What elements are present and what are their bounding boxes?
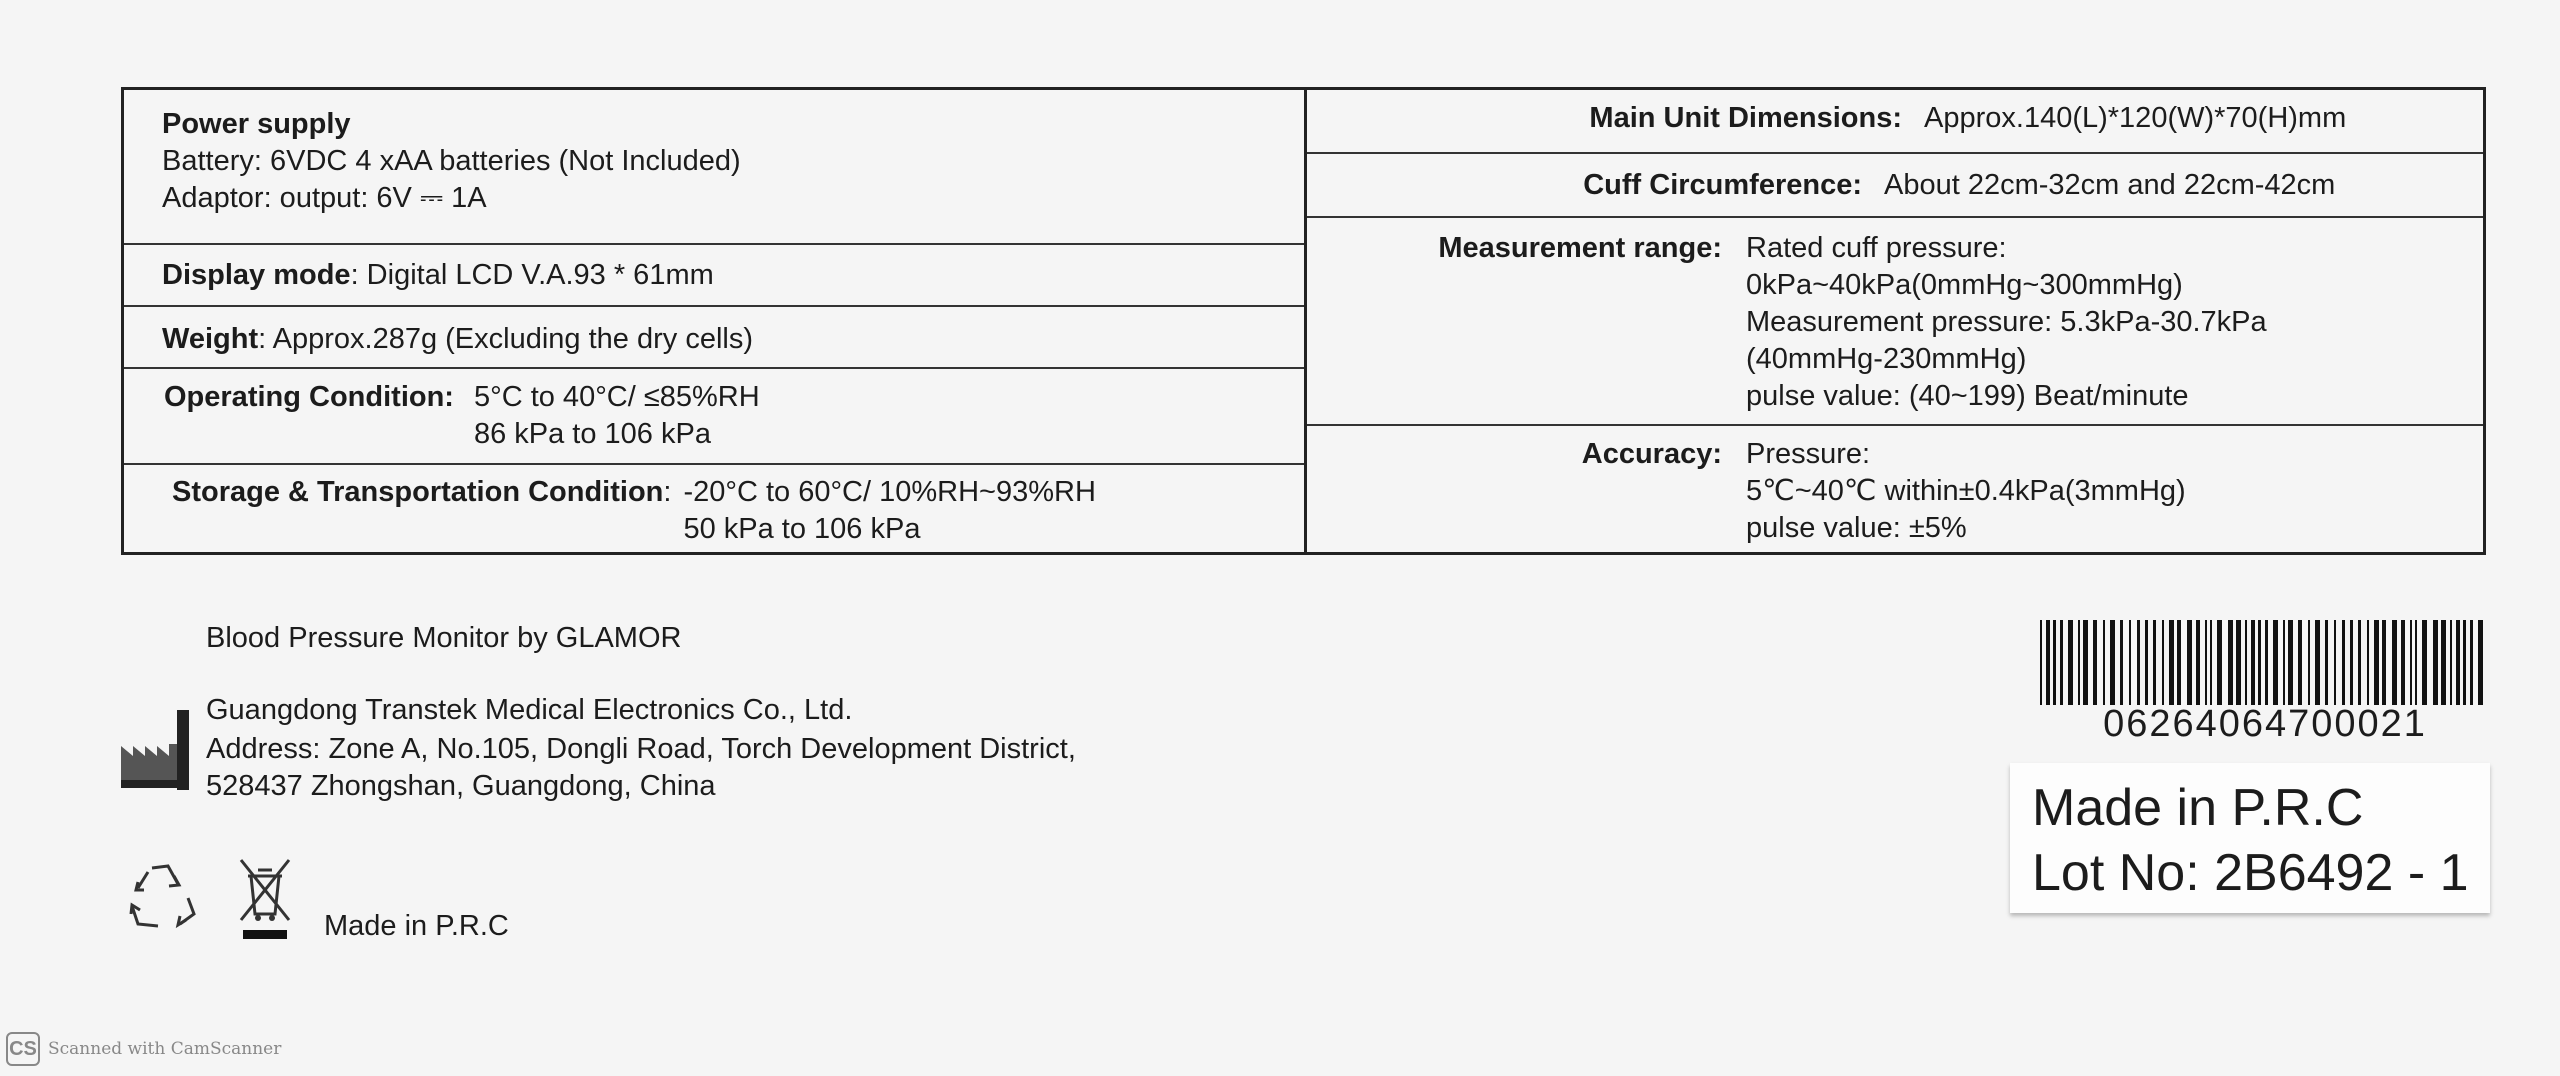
display-mode-label: Display mode <box>162 259 351 291</box>
storage-condition-cell <box>124 465 1304 552</box>
display-mode-value: : Digital LCD V.A.93 * 61mm <box>350 259 714 291</box>
measurement-range-label: Measurement range: <box>1438 232 1722 264</box>
measurement-line: Measurement pressure: 5.3kPa-30.7kPa <box>1746 306 2267 338</box>
battery-spec: Battery: 6VDC 4 xAA batteries (Not Included) <box>162 145 741 177</box>
weight-cell <box>124 307 1304 369</box>
accuracy-line: 5℃~40℃ within±0.4kPa(3mmHg) <box>1746 475 2186 507</box>
storage-condition-line2: 50 kPa to 106 kPa <box>683 513 921 545</box>
recycle-icon <box>122 858 202 934</box>
manufacturer-address-line2: 528437 Zhongshan, Guangdong, China <box>206 770 716 802</box>
dimensions-value: Approx.140(L)*120(W)*70(H)mm <box>1924 102 2347 134</box>
accuracy-cell <box>1307 426 2483 552</box>
factory-icon <box>119 710 194 790</box>
operating-condition-line1: 5°C to 40°C/ ≤85%RH <box>473 381 760 413</box>
cuff-cell <box>1307 154 2483 218</box>
operating-condition-line2: 86 kPa to 106 kPa <box>473 418 711 450</box>
accuracy-line: pulse value: ±5% <box>1746 512 1967 544</box>
barcode-number: 06264064700021 <box>2103 703 2427 745</box>
manufacturer-name: Guangdong Transtek Medical Electronics Co., Ltd. <box>206 694 853 726</box>
manufacturer-address-line1: Address: Zone A, No.105, Dongli Road, Torch Development District, <box>206 733 1076 765</box>
camscanner-text: Scanned with CamScanner <box>48 1039 282 1059</box>
measurement-line: (40mmHg-230mmHg) <box>1746 343 2027 375</box>
lot-sticker <box>2010 763 2490 913</box>
measurement-line: Rated cuff pressure: <box>1746 232 2007 264</box>
display-mode-cell <box>124 245 1304 307</box>
sticker-made-in: Made in P.R.C <box>2032 779 2364 837</box>
weight-value: : Approx.287g (Excluding the dry cells) <box>258 323 753 355</box>
weight-label: Weight <box>162 323 259 355</box>
storage-condition-line1: -20°C to 60°C/ 10%RH~93%RH <box>683 476 1096 508</box>
storage-condition-label: Storage & Transportation Condition <box>172 476 664 508</box>
measurement-line: pulse value: (40~199) Beat/minute <box>1746 380 2189 412</box>
spec-table <box>121 87 2486 555</box>
made-in-small: Made in P.R.C <box>324 910 509 942</box>
sticker-lot-number: Lot No: 2B6492 - 1 <box>2032 844 2469 902</box>
power-supply-cell <box>124 90 1304 245</box>
accuracy-line: Pressure: <box>1746 438 1871 470</box>
cuff-label: Cuff Circumference: <box>1583 169 1862 201</box>
power-supply-title: Power supply <box>162 108 351 140</box>
operating-condition-cell <box>124 369 1304 465</box>
weee-bin-icon <box>236 856 294 942</box>
measurement-line: 0kPa~40kPa(0mmHg~300mmHg) <box>1746 269 2183 301</box>
camscanner-badge: CS <box>6 1032 40 1066</box>
camscanner-watermark <box>6 1032 281 1066</box>
dimensions-label: Main Unit Dimensions: <box>1589 102 1902 134</box>
storage-condition-separator: : <box>663 476 672 508</box>
product-name: Blood Pressure Monitor by GLAMOR <box>206 622 682 654</box>
cuff-value: About 22cm-32cm and 22cm-42cm <box>1884 169 2336 201</box>
dimensions-cell <box>1307 90 2483 154</box>
measurement-range-cell <box>1307 218 2483 426</box>
adaptor-spec: Adaptor: output: 6V ⎓ 1A <box>162 182 487 214</box>
barcode-icon <box>2038 620 2488 705</box>
spec-right-column <box>1307 90 2483 552</box>
operating-condition-label: Operating Condition: <box>164 381 454 413</box>
spec-left-column <box>124 90 1307 552</box>
accuracy-label: Accuracy: <box>1581 438 1722 470</box>
